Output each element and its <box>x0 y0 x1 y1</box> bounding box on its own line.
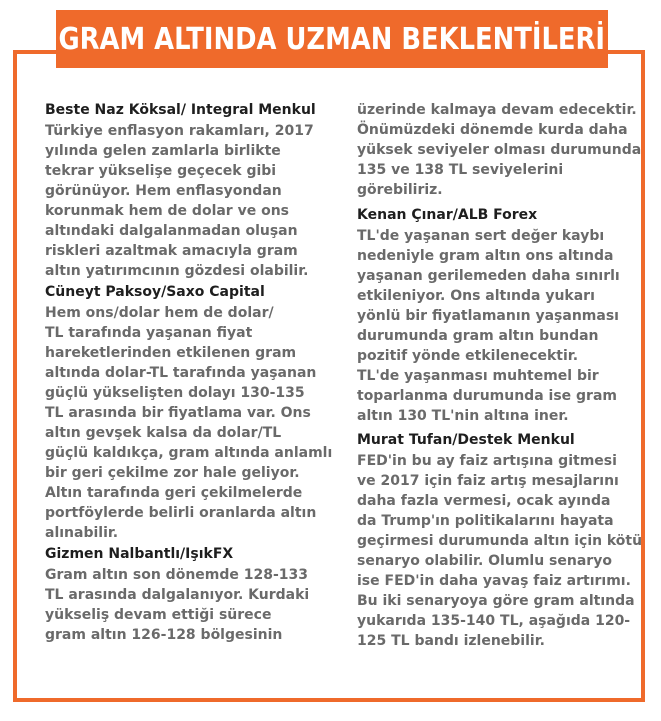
comment-line: FED'in bu ay faiz artışına gitmesi <box>357 453 617 469</box>
comment-line: gram altın 126-128 bölgesinin <box>45 627 283 643</box>
comment-line: Hem ons/dolar hem de dolar/ <box>45 305 274 321</box>
comment-line: yüksek seviyeler olması durumunda <box>357 142 642 158</box>
comment-line: korunmak hem de dolar ve ons <box>45 203 290 219</box>
comment-line: senaryo olabilir. Olumlu senaryo <box>357 553 612 569</box>
comment-line: TL tarafında yaşanan fiyat <box>45 325 253 341</box>
comment-line: altın 130 TL'nin altına iner. <box>357 408 569 424</box>
comment-line: yönlü bir fiyatlamanın yaşanması <box>357 308 619 324</box>
left-column <box>45 100 340 645</box>
comment-line: riskleri azaltmak amacıyla gram <box>45 243 298 259</box>
comment-line: üzerinde kalmaya devam edecektir. <box>357 102 637 118</box>
expert-comment <box>357 451 642 651</box>
comment-line: altın yatırımcının gözdesi olabilir. <box>45 263 309 279</box>
expert-comment-continued <box>357 100 642 200</box>
comment-line: geçirmesi durumunda altın için kötü <box>357 533 643 549</box>
comment-line: yukarıda 135-140 TL, aşağıda 120- <box>357 613 631 629</box>
comment-line: altındaki dalgalanmadan oluşan <box>45 223 298 239</box>
comment-line: 135 ve 138 TL seviyelerini <box>357 162 564 178</box>
comment-line: görebiliriz. <box>357 182 443 198</box>
expert-section <box>45 544 340 645</box>
comment-line: Altın tarafında geri çekilmelerde <box>45 485 303 501</box>
title-banner <box>56 10 608 68</box>
comment-line: görünüyor. Hem enflasyondan <box>45 183 282 199</box>
expert-name: Kenan Çınar/ALB Forex <box>357 207 538 223</box>
comment-line: güçlü yükselişten dolayı 130-135 <box>45 385 305 401</box>
comment-line: yaşanan gerilemeden daha sınırlı <box>357 268 620 284</box>
comment-line: TL'de yaşanması muhtemel bir <box>357 368 599 384</box>
expert-name: Murat Tufan/Destek Menkul <box>357 432 575 448</box>
comment-line: Gram altın son dönemde 128-133 <box>45 567 309 583</box>
comment-line: bir geri çekilme zor hale geliyor. <box>45 465 300 481</box>
comment-line: altında dolar-TL tarafında yaşanan <box>45 365 317 381</box>
comment-line: TL'de yaşanan sert değer kaybı <box>357 228 605 244</box>
comment-line: yükseliş devam ettiği sürece <box>45 607 272 623</box>
expert-section <box>45 282 340 543</box>
expert-comment <box>45 565 340 645</box>
comment-line: altın gevşek kalsa da dolar/TL <box>45 425 282 441</box>
expert-comment <box>45 121 340 281</box>
expert-name: Cüneyt Paksoy/Saxo Capital <box>45 284 265 300</box>
comment-line: Türkiye enflasyon rakamları, 2017 <box>45 123 314 139</box>
comment-line: TL arasında dalgalanıyor. Kurdaki <box>45 587 310 603</box>
comment-line: yılında gelen zamlarla birlikte <box>45 143 281 159</box>
expert-section <box>357 430 642 651</box>
comment-line: durumunda gram altın bundan <box>357 328 599 344</box>
comment-line: da Trump'ın politikalarını hayata <box>357 513 614 529</box>
comment-line: TL arasında bir fiyatlama var. Ons <box>45 405 311 421</box>
expert-section <box>45 100 340 281</box>
comment-line: etkileniyor. Ons altında yukarı <box>357 288 595 304</box>
expert-comment <box>45 303 340 543</box>
comment-line: 125 TL bandı izlenebilir. <box>357 633 545 649</box>
comment-line: alınabilir. <box>45 525 119 541</box>
comment-line: hareketlerinden etkilenen gram <box>45 345 297 361</box>
expert-name: Gizmen Nalbantlı/IşıkFX <box>45 546 234 562</box>
comment-line: güçlü kaldıkça, gram altında anlamlı <box>45 445 333 461</box>
comment-line: portföylerde belirli oranlarda altın <box>45 505 317 521</box>
comment-line: nedeniyle gram altın ons altında <box>357 248 614 264</box>
comment-line: ise FED'in daha yavaş faiz artırımı. <box>357 573 631 589</box>
comment-line: daha fazla vermesi, ocak ayında <box>357 493 611 509</box>
expert-name: Beste Naz Köksal/ Integral Menkul <box>45 102 316 118</box>
comment-line: Bu iki senaryoya göre gram altında <box>357 593 635 609</box>
right-column <box>357 100 642 651</box>
comment-line: toparlanma durumunda ise gram <box>357 388 617 404</box>
expert-comment <box>357 100 642 200</box>
expert-section <box>357 205 642 426</box>
page-title: GRAM ALTINDA UZMAN BEKLENTİLERİ <box>58 21 606 57</box>
expert-comment <box>357 226 642 426</box>
comment-line: tekrar yükselişe geçecek gibi <box>45 163 277 179</box>
comment-line: Önümüzdeki dönemde kurda daha <box>357 122 628 138</box>
comment-line: pozitif yönde etkilenecektir. <box>357 348 579 364</box>
comment-line: ve 2017 için faiz artış mesajlarını <box>357 473 619 489</box>
